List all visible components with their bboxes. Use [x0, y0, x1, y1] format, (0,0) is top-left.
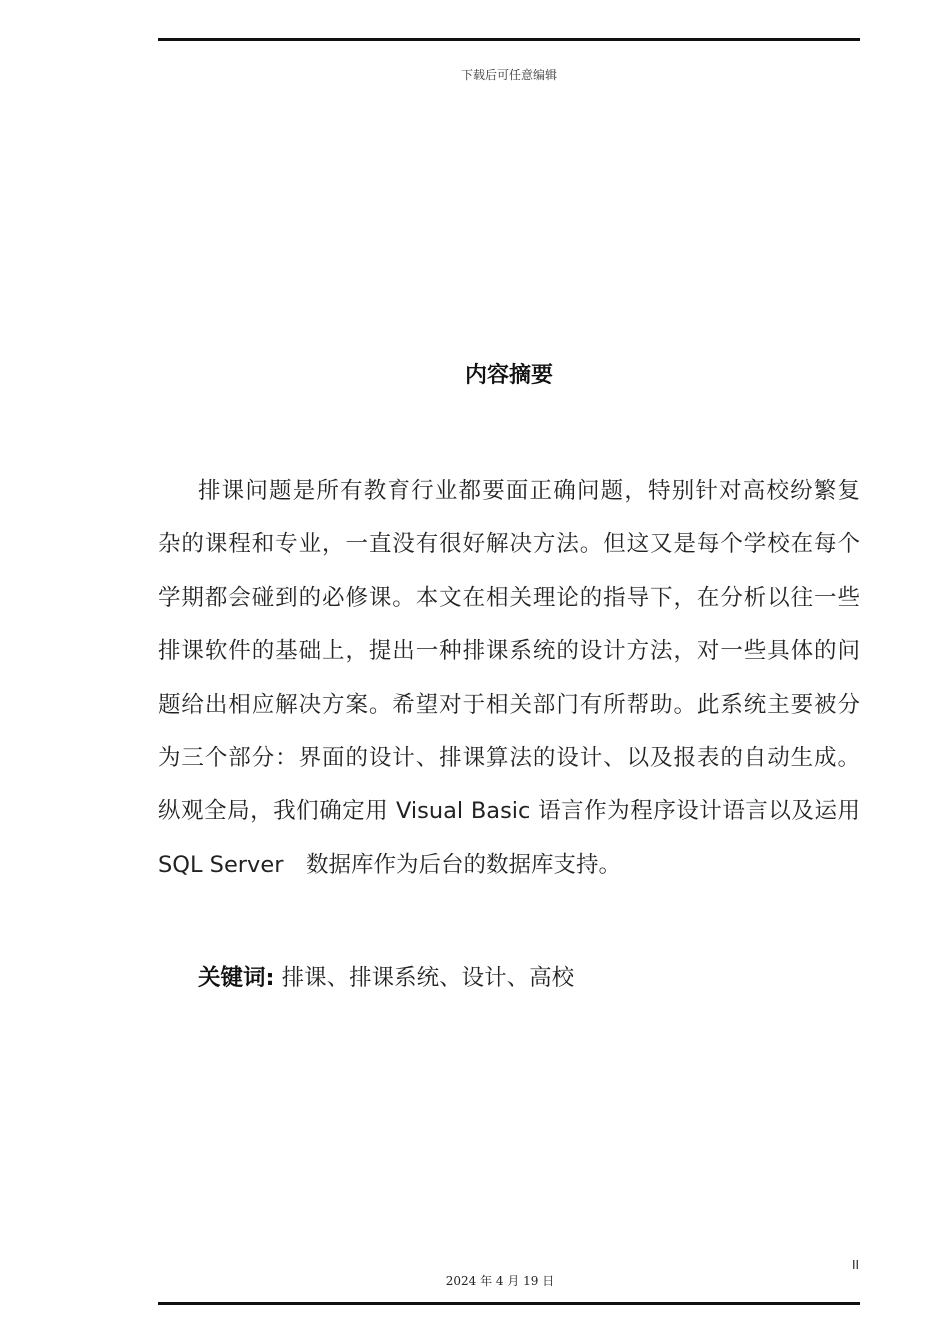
keywords: [198, 958, 574, 998]
header-rule: [158, 38, 860, 41]
abstract-line: 纵观全局，我们确定用 Visual Basic 语言作为程序设计语言以及运用: [158, 798, 860, 825]
abstract-body: [158, 465, 860, 892]
abstract-line: 排课问题是所有教育行业都要面正确问题，特别针对高校纷繁复: [198, 478, 860, 504]
keywords-label: 关键词:: [198, 965, 275, 991]
abstract-line: 排课软件的基础上，提出一种排课系统的设计方法，对一些具体的问: [158, 638, 860, 665]
abstract-line: 杂的课程和专业，一直没有很好解决方法。但这又是每个学校在每个: [158, 531, 860, 558]
abstract-line: 题给出相应解决方案。希望对于相关部门有所帮助。此系统主要被分: [158, 691, 860, 718]
abstract-line: SQL Server 数据库作为后台的数据库支持。: [158, 851, 621, 878]
abstract-line: 为三个部分：界面的设计、排课算法的设计、以及报表的自动生成。: [158, 745, 860, 772]
abstract-title: 内容摘要: [464, 363, 553, 388]
page-number: II: [852, 1258, 860, 1272]
header-note: 下载后可任意编辑: [460, 68, 557, 82]
footer-date: 2024 年 4 月 19 日: [445, 1274, 555, 1288]
abstract-line: 学期都会碰到的必修课。本文在相关理论的指导下，在分析以往一些: [158, 584, 860, 611]
keywords-value: 排课、排课系统、设计、高校: [274, 965, 575, 991]
footer-rule: [158, 1302, 860, 1305]
